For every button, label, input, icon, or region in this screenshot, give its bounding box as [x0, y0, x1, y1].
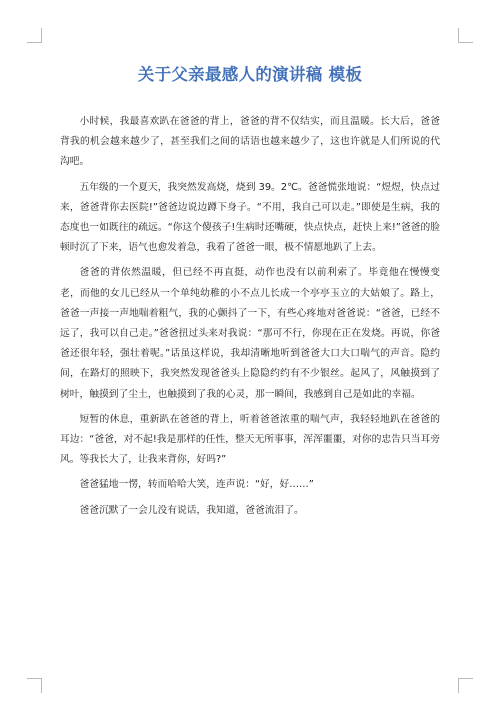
paragraph-3: 爸爸的背依然温暖，但已经不再直挺，动作也没有以前利索了。毕竟他在慢慢变老，而他的女儿已经从一个单纯幼稚的小不点儿长成一个亭亭玉立的大姑娘了。路上，爸爸一声接一声地喘着粗气，我的心颤抖了一下，有些心疼地对爸爸说：“爸爸，已经不远了，我可以自己走。”爸爸扭过头来对我说：“那可不行，你现在正在发烧。再说，你爸爸还很年轻，强壮着呢。”话虽这样说，我却清晰地听到爸爸大口大口喘气的声音。隐约间，在路灯的照映下，我突然发现爸爸头上隐隐约约有不少银丝。起风了，风触摸到了树叶，触摸到了尘土，也触摸到了我的心灵，那一瞬间，我感到自己是如此的幸福。	[60, 267, 440, 400]
crop-mark-bottom-right	[458, 678, 473, 693]
paragraph-5: 爸爸猛地一愣，转而哈哈大笑，连声说：“好，好……”	[79, 479, 314, 491]
paragraph-1: 小时候，我最喜欢趴在爸爸的背上，爸爸的背不仅结实，而且温暖。长大后，爸爸背我的机会越来越少了，甚至我们之间的话语也越来越少了，这也许就是人们所说的代沟吧。	[60, 116, 440, 168]
crop-mark-top-right	[458, 28, 473, 43]
document-title: 关于父亲最感人的演讲稿 模板	[137, 65, 363, 84]
crop-mark-bottom-left	[27, 678, 42, 693]
crop-mark-top-left	[27, 28, 42, 43]
document-body	[60, 112, 440, 526]
paragraph-2: 五年级的一个夏天，我突然发高烧，烧到 39。2℃。爸爸慌张地说：“煜煜，快点过来，爸爸背你去医院!”爸爸边说边蹲下身子。“不用，我自己可以走。”即使是生病，我的态度也一如既往的疏远。“你这个傻孩子!生病时还嘴硬，快点快点，赶快上来!”爸爸的脸顿时沉了下来，语气也愈发着急，我看了爸爸一眼，极不情愿地趴了上去。	[60, 181, 440, 254]
paragraph-6: 爸爸沉默了一会儿没有说话，我知道，爸爸流泪了。	[79, 504, 304, 516]
paragraph-4: 短暂的休息，重新趴在爸爸的背上，听着爸爸浓重的喘气声，我轻轻地趴在爸爸的耳边：“爸爸，对不起!我是那样的任性，整天无所事事，浑浑噩噩，对你的忠告只当耳旁风。等我长大了，让我来背你，好吗?”	[60, 413, 440, 466]
